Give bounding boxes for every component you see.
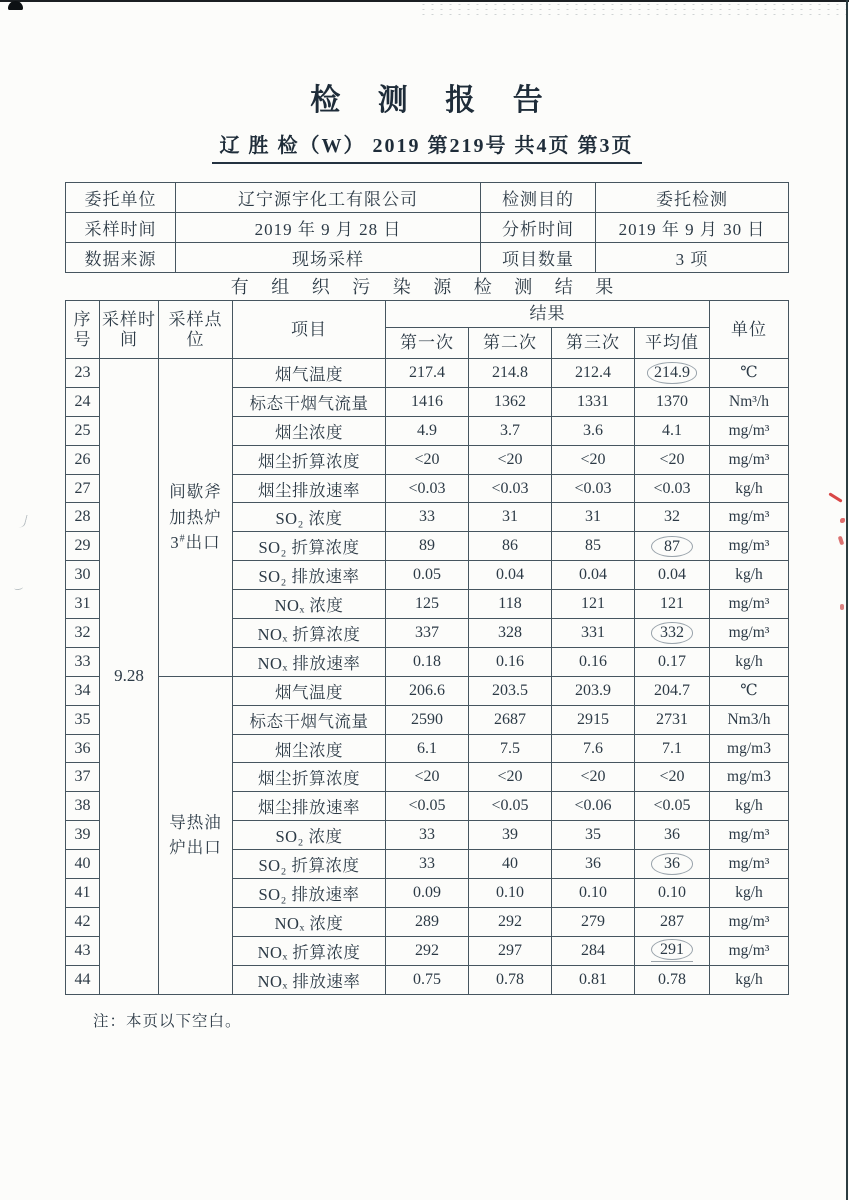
row-average: 0.78	[635, 965, 710, 994]
info-row	[66, 213, 789, 243]
pencil-mark	[14, 584, 24, 590]
row-seq: 23	[66, 359, 100, 388]
row-seq: 28	[66, 503, 100, 532]
row-seq: 33	[66, 647, 100, 676]
row-unit: kg/h	[710, 965, 789, 994]
row-value-2: 203.5	[469, 676, 552, 705]
row-item: SO₂ 排放速率	[233, 879, 386, 908]
row-average: 0.10	[635, 879, 710, 908]
info-label: 采样时间	[66, 213, 176, 243]
row-unit: kg/h	[710, 792, 789, 821]
info-value: 2019 年 9 月 28 日	[176, 213, 481, 243]
row-unit: mg/m³	[710, 907, 789, 936]
row-value-1: 0.09	[386, 879, 469, 908]
row-average: 32	[635, 503, 710, 532]
row-average	[635, 532, 710, 561]
row-item: NOₓ 排放速率	[233, 965, 386, 994]
col-header-second: 第二次	[469, 328, 552, 359]
row-value-3: 0.16	[552, 647, 635, 676]
row-seq: 29	[66, 532, 100, 561]
row-average: <0.03	[635, 474, 710, 503]
row-value-1: <0.03	[386, 474, 469, 503]
row-seq: 31	[66, 590, 100, 619]
row-value-1: 89	[386, 532, 469, 561]
row-unit: mg/m³	[710, 936, 789, 965]
row-item: 烟尘浓度	[233, 734, 386, 763]
row-value-2: 7.5	[469, 734, 552, 763]
row-unit: kg/h	[710, 561, 789, 590]
row-value-1: 0.18	[386, 647, 469, 676]
row-unit: mg/m³	[710, 619, 789, 648]
row-value-2: <20	[469, 445, 552, 474]
table-row	[66, 359, 789, 388]
row-value-2: 2687	[469, 705, 552, 734]
sample-point-cell: 导热油 炉出口	[159, 676, 233, 994]
row-value-3: 279	[552, 907, 635, 936]
col-header-result: 结果	[386, 301, 710, 328]
row-item: SO₂ 折算浓度	[233, 532, 386, 561]
row-average: 287	[635, 907, 710, 936]
info-value: 2019 年 9 月 30 日	[596, 213, 789, 243]
row-value-1: 4.9	[386, 416, 469, 445]
info-row	[66, 183, 789, 213]
row-item: 烟尘排放速率	[233, 474, 386, 503]
sample-point-cell: 间歇斧 加热炉 3#出口	[159, 359, 233, 677]
row-average: <20	[635, 445, 710, 474]
row-unit: kg/h	[710, 474, 789, 503]
row-value-1: 33	[386, 850, 469, 879]
row-value-3: <0.03	[552, 474, 635, 503]
row-value-1: <20	[386, 763, 469, 792]
row-value-2: 3.7	[469, 416, 552, 445]
row-value-3: 0.81	[552, 965, 635, 994]
row-unit: kg/h	[710, 879, 789, 908]
row-value-3: 0.10	[552, 879, 635, 908]
info-value: 现场采样	[176, 243, 481, 273]
row-unit: mg/m³	[710, 445, 789, 474]
avg-circle-annotation: 214.9	[647, 362, 697, 383]
row-value-2: 118	[469, 590, 552, 619]
row-item: 标态干烟气流量	[233, 705, 386, 734]
row-value-1: 289	[386, 907, 469, 936]
row-item: NOₓ 折算浓度	[233, 619, 386, 648]
red-pen-mark	[828, 492, 842, 502]
row-value-3: 0.04	[552, 561, 635, 590]
row-seq: 30	[66, 561, 100, 590]
table-row	[66, 676, 789, 705]
row-value-3: 31	[552, 503, 635, 532]
row-value-2: 1362	[469, 387, 552, 416]
row-value-2: 292	[469, 907, 552, 936]
row-value-1: 0.75	[386, 965, 469, 994]
col-header-unit: 单位	[710, 301, 789, 359]
row-unit: mg/m³	[710, 850, 789, 879]
row-item: SO₂ 排放速率	[233, 561, 386, 590]
row-unit: ℃	[710, 359, 789, 388]
row-item: NOₓ 浓度	[233, 590, 386, 619]
row-value-1: <0.05	[386, 792, 469, 821]
row-item: 烟尘折算浓度	[233, 763, 386, 792]
row-seq: 24	[66, 387, 100, 416]
info-value: 委托检测	[596, 183, 789, 213]
row-seq: 36	[66, 734, 100, 763]
row-value-1: 6.1	[386, 734, 469, 763]
info-value: 3 项	[596, 243, 789, 273]
row-seq: 41	[66, 879, 100, 908]
row-value-3: <20	[552, 763, 635, 792]
row-item: NOₓ 折算浓度	[233, 936, 386, 965]
row-item: SO₂ 折算浓度	[233, 850, 386, 879]
row-average	[635, 936, 710, 965]
row-seq: 27	[66, 474, 100, 503]
red-pen-mark	[840, 518, 845, 523]
info-label: 分析时间	[481, 213, 596, 243]
row-seq: 43	[66, 936, 100, 965]
row-seq: 35	[66, 705, 100, 734]
row-item: 烟尘折算浓度	[233, 445, 386, 474]
row-unit: mg/m³	[710, 532, 789, 561]
row-value-3: 36	[552, 850, 635, 879]
row-value-1: <20	[386, 445, 469, 474]
report-number: 辽 胜 检（W） 2019 第219号 共4页 第3页	[212, 129, 642, 164]
row-item: 烟气温度	[233, 359, 386, 388]
row-value-2: 0.16	[469, 647, 552, 676]
row-value-1: 1416	[386, 387, 469, 416]
report-number-row	[65, 129, 788, 164]
row-value-1: 292	[386, 936, 469, 965]
row-average: <0.05	[635, 792, 710, 821]
row-value-3: 203.9	[552, 676, 635, 705]
row-value-3: 331	[552, 619, 635, 648]
row-average	[635, 359, 710, 388]
row-value-3: 212.4	[552, 359, 635, 388]
row-unit: Nm3/h	[710, 705, 789, 734]
info-label: 数据来源	[66, 243, 176, 273]
col-header-item: 项目	[233, 301, 386, 359]
row-seq: 32	[66, 619, 100, 648]
col-header-seq: 序号	[66, 301, 100, 359]
row-seq: 42	[66, 907, 100, 936]
scan-edge-right	[846, 0, 848, 1200]
info-label: 检测目的	[481, 183, 596, 213]
avg-circle-annotation: 291	[651, 939, 693, 960]
row-value-2: 214.8	[469, 359, 552, 388]
row-item: 标态干烟气流量	[233, 387, 386, 416]
row-unit: kg/h	[710, 647, 789, 676]
info-value: 辽宁源宇化工有限公司	[176, 183, 481, 213]
col-header-first: 第一次	[386, 328, 469, 359]
col-header-third: 第三次	[552, 328, 635, 359]
row-average: 0.17	[635, 647, 710, 676]
row-average: 1370	[635, 387, 710, 416]
row-average: 0.04	[635, 561, 710, 590]
row-value-2: 328	[469, 619, 552, 648]
avg-underline-annotation	[651, 939, 693, 962]
row-value-2: 31	[469, 503, 552, 532]
row-value-3: <20	[552, 445, 635, 474]
info-table	[65, 182, 789, 273]
page-title: 检 测 报 告	[310, 84, 558, 117]
col-header-average: 平均值	[635, 328, 710, 359]
row-value-2: 39	[469, 821, 552, 850]
red-pen-mark	[838, 536, 845, 546]
row-seq: 25	[66, 416, 100, 445]
row-unit: mg/m3	[710, 734, 789, 763]
row-value-2: 0.04	[469, 561, 552, 590]
row-seq: 37	[66, 763, 100, 792]
row-value-2: 297	[469, 936, 552, 965]
row-unit: Nm³/h	[710, 387, 789, 416]
sample-time-cell: 9.28	[100, 359, 159, 995]
row-value-2: 0.10	[469, 879, 552, 908]
avg-circle-annotation: 87	[651, 536, 693, 557]
row-seq: 26	[66, 445, 100, 474]
row-value-3: 3.6	[552, 416, 635, 445]
avg-circle-annotation: 332	[651, 622, 693, 643]
row-value-1: 2590	[386, 705, 469, 734]
row-value-3: 85	[552, 532, 635, 561]
row-unit: ℃	[710, 676, 789, 705]
section-title: 有 组 织 污 染 源 检 测 结 果	[230, 277, 623, 297]
row-item: 烟气温度	[233, 676, 386, 705]
info-row	[66, 243, 789, 273]
row-seq: 39	[66, 821, 100, 850]
row-value-1: 337	[386, 619, 469, 648]
row-average: 36	[635, 821, 710, 850]
row-value-1: 217.4	[386, 359, 469, 388]
row-unit: mg/m³	[710, 416, 789, 445]
row-value-2: <0.05	[469, 792, 552, 821]
pencil-mark	[17, 513, 27, 528]
row-value-1: 125	[386, 590, 469, 619]
row-average: 204.7	[635, 676, 710, 705]
row-value-3: 121	[552, 590, 635, 619]
row-average: 4.1	[635, 416, 710, 445]
row-value-2: 0.78	[469, 965, 552, 994]
report-content	[65, 0, 788, 1031]
row-value-3: 284	[552, 936, 635, 965]
row-item: 烟尘浓度	[233, 416, 386, 445]
col-header-sample-time: 采样时间	[100, 301, 159, 359]
row-item: 烟尘排放速率	[233, 792, 386, 821]
results-table	[65, 300, 789, 995]
row-value-2: <20	[469, 763, 552, 792]
row-value-1: 33	[386, 503, 469, 532]
row-seq: 34	[66, 676, 100, 705]
row-average: 2731	[635, 705, 710, 734]
row-value-3: 2915	[552, 705, 635, 734]
row-average	[635, 619, 710, 648]
row-value-3: <0.06	[552, 792, 635, 821]
footnote: 注：本页以下空白。	[93, 1012, 242, 1030]
red-pen-mark	[840, 604, 844, 610]
row-item: NOₓ 浓度	[233, 907, 386, 936]
row-seq: 44	[66, 965, 100, 994]
row-value-3: 35	[552, 821, 635, 850]
results-header-row-1	[66, 301, 789, 328]
row-item: NOₓ 排放速率	[233, 647, 386, 676]
scan-blob-top-left	[8, 1, 23, 10]
row-unit: mg/m³	[710, 503, 789, 532]
row-value-2: 86	[469, 532, 552, 561]
row-item: SO₂ 浓度	[233, 821, 386, 850]
row-value-1: 33	[386, 821, 469, 850]
row-item: SO₂ 浓度	[233, 503, 386, 532]
row-value-2: 40	[469, 850, 552, 879]
row-value-2: <0.03	[469, 474, 552, 503]
row-average	[635, 850, 710, 879]
info-label: 项目数量	[481, 243, 596, 273]
row-average: 7.1	[635, 734, 710, 763]
info-label: 委托单位	[66, 183, 176, 213]
row-unit: mg/m³	[710, 590, 789, 619]
row-seq: 40	[66, 850, 100, 879]
row-value-3: 1331	[552, 387, 635, 416]
row-seq: 38	[66, 792, 100, 821]
row-unit: mg/m³	[710, 821, 789, 850]
row-value-1: 0.05	[386, 561, 469, 590]
row-average: 121	[635, 590, 710, 619]
row-average: <20	[635, 763, 710, 792]
row-unit: mg/m3	[710, 763, 789, 792]
col-header-sample-point: 采样点位	[159, 301, 233, 359]
row-value-3: 7.6	[552, 734, 635, 763]
avg-circle-annotation: 36	[651, 853, 693, 874]
row-value-1: 206.6	[386, 676, 469, 705]
